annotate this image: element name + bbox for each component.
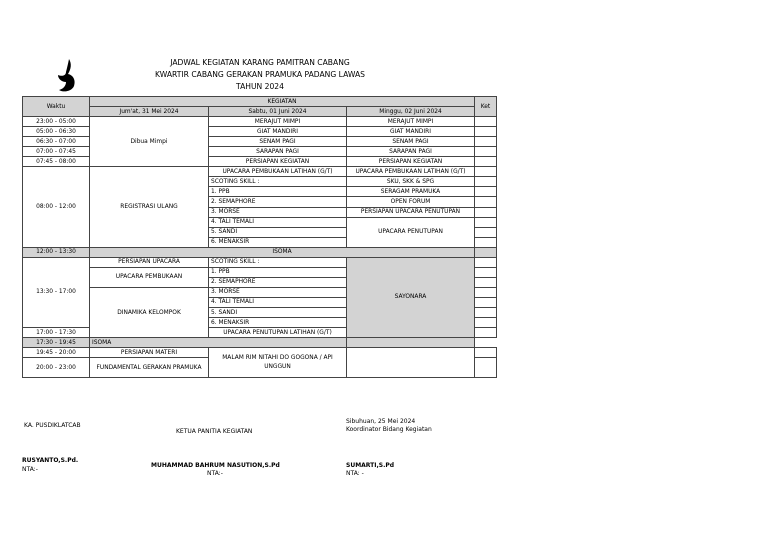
right-signature-title: Koordinator Bidang Kegiatan [346, 426, 432, 433]
ket-cell [475, 177, 497, 187]
saturday-cell: SENAM PAGI [209, 137, 347, 147]
time-cell: 13:30 - 17:00 [23, 257, 90, 327]
ket-cell [475, 297, 497, 307]
time-cell: 17:30 - 19:45 [23, 338, 90, 348]
time-cell: 07:45 - 08:00 [23, 157, 90, 167]
right-signature-place: Sibuhuan, 25 Mei 2024 [346, 418, 416, 425]
mid-signature-title: KETUA PANITIA KEGIATAN [176, 428, 253, 435]
ket-cell [475, 267, 497, 277]
saturday-cell: MERAJUT MIMPI [209, 117, 347, 127]
table-row [23, 97, 497, 107]
mid-signature-nta: NTA:- [207, 470, 223, 477]
saturday-cell: PERSIAPAN KEGIATAN [209, 157, 347, 167]
ket-cell [475, 348, 497, 358]
saturday-skill-item: SCOTING SKILL : [209, 257, 347, 267]
ket-cell [475, 277, 497, 287]
friday-cell: FUNDAMENTAL GERAKAN PRAMUKA [90, 358, 209, 378]
ket-cell [475, 358, 497, 378]
saturday-skill-item: 3. MORSE [209, 207, 347, 217]
document-title [120, 57, 400, 93]
time-cell: 19:45 - 20:00 [23, 348, 90, 358]
ket-cell [475, 157, 497, 167]
isoma-cell: ISOMA [90, 247, 475, 257]
table-row [23, 257, 497, 267]
ket-cell [347, 338, 475, 348]
sunday-cell [347, 348, 475, 378]
sunday-cell: GIAT MANDIRI [347, 127, 475, 137]
ket-header: Ket [475, 97, 497, 117]
time-cell: 08:00 - 12:00 [23, 167, 90, 247]
sunday-cell: UPACARA PENUTUPAN [347, 217, 475, 247]
sunday-cell: OPEN FORUM [347, 197, 475, 207]
saturday-skill-item: 5. SANDI [209, 307, 347, 317]
saturday-cell: GIAT MANDIRI [209, 127, 347, 137]
sunday-cell: UPACARA PEMBUKAAN LATIHAN (G/T) [347, 167, 475, 177]
ket-cell [475, 167, 497, 177]
time-cell: 20:00 - 23:00 [23, 358, 90, 378]
table-row [23, 247, 497, 257]
ket-cell [475, 127, 497, 137]
left-signature-name: RUSYANTO,S.Pd. [22, 457, 79, 464]
sunday-cell: PERSIAPAN KEGIATAN [347, 157, 475, 167]
saturday-skill-item: 6. MENAKSIR [209, 318, 347, 328]
table-row [23, 348, 497, 358]
ket-cell [475, 307, 497, 317]
waktu-header: Waktu [23, 97, 90, 117]
saturday-skill-item: 4. TALI TEMALI [209, 297, 347, 307]
sunday-cell: MERAJUT MIMPI [347, 117, 475, 127]
ket-cell [475, 197, 497, 207]
time-cell: 05:00 - 06:30 [23, 127, 90, 137]
friday-cell: PERSIAPAN MATERI [90, 348, 209, 358]
saturday-skill-item: 6. MENAKSIR [209, 237, 347, 247]
ket-cell [475, 257, 497, 267]
table-row [23, 107, 497, 117]
table-row [23, 167, 497, 177]
saturday-skill-item: 1. PPB [209, 267, 347, 277]
saturday-skill-item: 2. SEMAPHORE [209, 197, 347, 207]
title-line-2: KWARTIR CABANG GERAKAN PRAMUKA PADANG LAWAS [155, 70, 365, 79]
title-line-3: TAHUN 2024 [236, 82, 284, 91]
ket-cell [475, 237, 497, 247]
saturday-skill-item: SCOTING SKILL : [209, 177, 347, 187]
ket-cell [475, 318, 497, 328]
friday-cell: Dibua Mimpi [90, 117, 209, 167]
pramuka-logo-icon [54, 58, 80, 94]
table-row [23, 117, 497, 127]
isoma-cell: ISOMA [90, 338, 347, 348]
saturday-skill-item: 4. TALI TEMALI [209, 217, 347, 227]
saturday-cell: SARAPAN PAGI [209, 147, 347, 157]
ket-cell [475, 117, 497, 127]
saturday-skill-item: 5. SANDI [209, 227, 347, 237]
friday-cell: PERSIAPAN UPACARA [90, 257, 209, 267]
sunday-cell: PERSIAPAN UPACARA PENUTUPAN [347, 207, 475, 217]
schedule-table [22, 96, 497, 378]
left-signature-title: KA. PUSDIKLATCAB [24, 422, 81, 429]
left-signature-nta: NTA:- [22, 466, 38, 473]
day-header-saturday: Sabtu, 01 Juni 2024 [209, 107, 347, 117]
sunday-cell: SARAPAN PAGI [347, 147, 475, 157]
saturday-cell: UPACARA PENUTUPAN LATIHAN (G/T) [209, 328, 347, 338]
title-line-1: JADWAL KEGIATAN KARANG PAMITRAN CABANG [170, 58, 350, 67]
saturday-skill-item: 1. PPB [209, 187, 347, 197]
right-signature-name: SUMARTI,S.Pd [346, 462, 395, 469]
saturday-cell: MALAM RIM NITAHI DO GOGONA / API UNGGUN [209, 348, 347, 378]
time-cell: 17:00 - 17:30 [23, 328, 90, 338]
ket-cell [475, 187, 497, 197]
ket-cell [475, 328, 497, 338]
ket-cell [475, 207, 497, 217]
friday-cell: UPACARA PEMBUKAAN [90, 267, 209, 287]
right-signature-nta: NTA: - [346, 470, 364, 477]
ket-cell [475, 247, 497, 257]
friday-cell: REGISTRASI ULANG [90, 167, 209, 247]
saturday-skill-item: 2. SEMAPHORE [209, 277, 347, 287]
sunday-cell: SAYONARA [347, 257, 475, 337]
saturday-skill-item: 3. MORSE [209, 287, 347, 297]
time-cell: 07:00 - 07:45 [23, 147, 90, 157]
ket-cell [475, 137, 497, 147]
day-header-sunday: Minggu, 02 Juni 2024 [347, 107, 475, 117]
mid-signature-name: MUHAMMAD BAHRUM NASUTION,S.Pd [151, 462, 280, 469]
table-row [23, 338, 497, 348]
friday-cell: DINAMIKA KELOMPOK [90, 287, 209, 337]
time-cell: 06:30 - 07:00 [23, 137, 90, 147]
time-cell: 12:00 - 13:30 [23, 247, 90, 257]
ket-cell [475, 147, 497, 157]
kegiatan-header: KEGIATAN [90, 97, 475, 107]
ket-cell [475, 217, 497, 227]
sunday-cell: SERAGAM PRAMUKA [347, 187, 475, 197]
sunday-cell: SENAM PAGI [347, 137, 475, 147]
day-header-friday: Jum'at, 31 Mei 2024 [90, 107, 209, 117]
ket-cell [475, 287, 497, 297]
sunday-cell: SKU, SKK & SPG [347, 177, 475, 187]
time-cell: 23:00 - 05:00 [23, 117, 90, 127]
saturday-cell: UPACARA PEMBUKAAN LATIHAN (G/T) [209, 167, 347, 177]
ket-cell [475, 227, 497, 237]
